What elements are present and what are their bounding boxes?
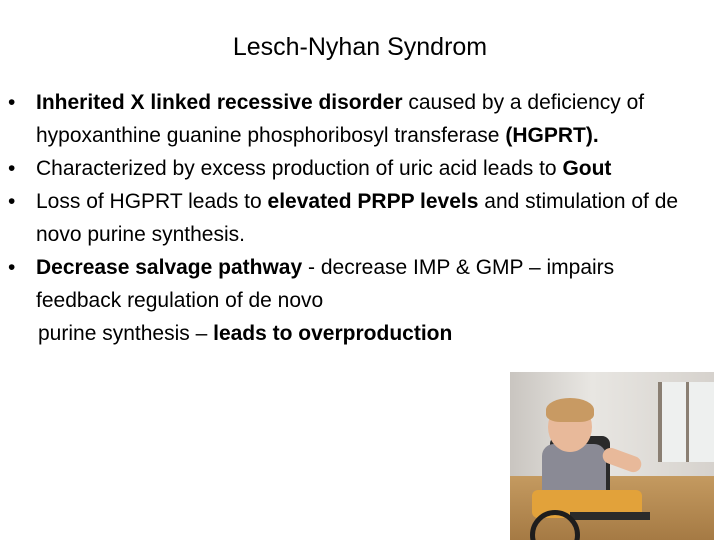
bullet-item-3 [0,185,720,251]
bullet-text-plain: and stimulation of de novo purine synthesis. [36,190,679,246]
photo-window [658,382,714,462]
continuation-text-plain: purine synthesis – [38,322,214,345]
bullet-dot: • [8,157,16,180]
bullet-text-bold: (HGPRT). [505,124,599,147]
bullet-text-plain: - decrease IMP & GMP – impairs feedback regulation of de novo [36,256,615,312]
bullet-text [36,190,678,246]
bullet-text-plain: caused by a deficiency of hypoxanthine guanine phosphoribosyl transferase [36,91,645,147]
bullet-text-bold: elevated PRPP levels [267,190,479,213]
bullet-text-bold: Inherited X linked recessive disorder [36,91,403,114]
slide-title: Lesch-Nyhan Syndrom [232,33,488,61]
continuation-text-bold: leads to overproduction [213,322,453,345]
bullet-text-plain: Loss of HGPRT leads to [36,190,268,213]
bullet-list [0,86,720,350]
bullet-text-bold: Gout [562,157,612,180]
bullet-text [36,157,611,180]
child-hair [546,398,594,422]
wheelchair-frame [570,512,650,520]
bullet-item-4 [0,251,720,317]
bullet-text-plain: Characterized by excess production of uric acid leads to [36,157,563,180]
bullet-text-bold: Decrease salvage pathway [36,256,303,279]
bullet-dot: • [8,256,16,279]
bullet-item-2 [0,152,720,185]
bullet-text [36,91,644,147]
bullet-text [36,256,614,312]
bullet-item-1 [0,86,720,152]
bullet-dot: • [8,91,16,114]
bullet-dot: • [8,190,16,213]
continuation-line [0,317,720,350]
patient-photo [510,372,714,540]
